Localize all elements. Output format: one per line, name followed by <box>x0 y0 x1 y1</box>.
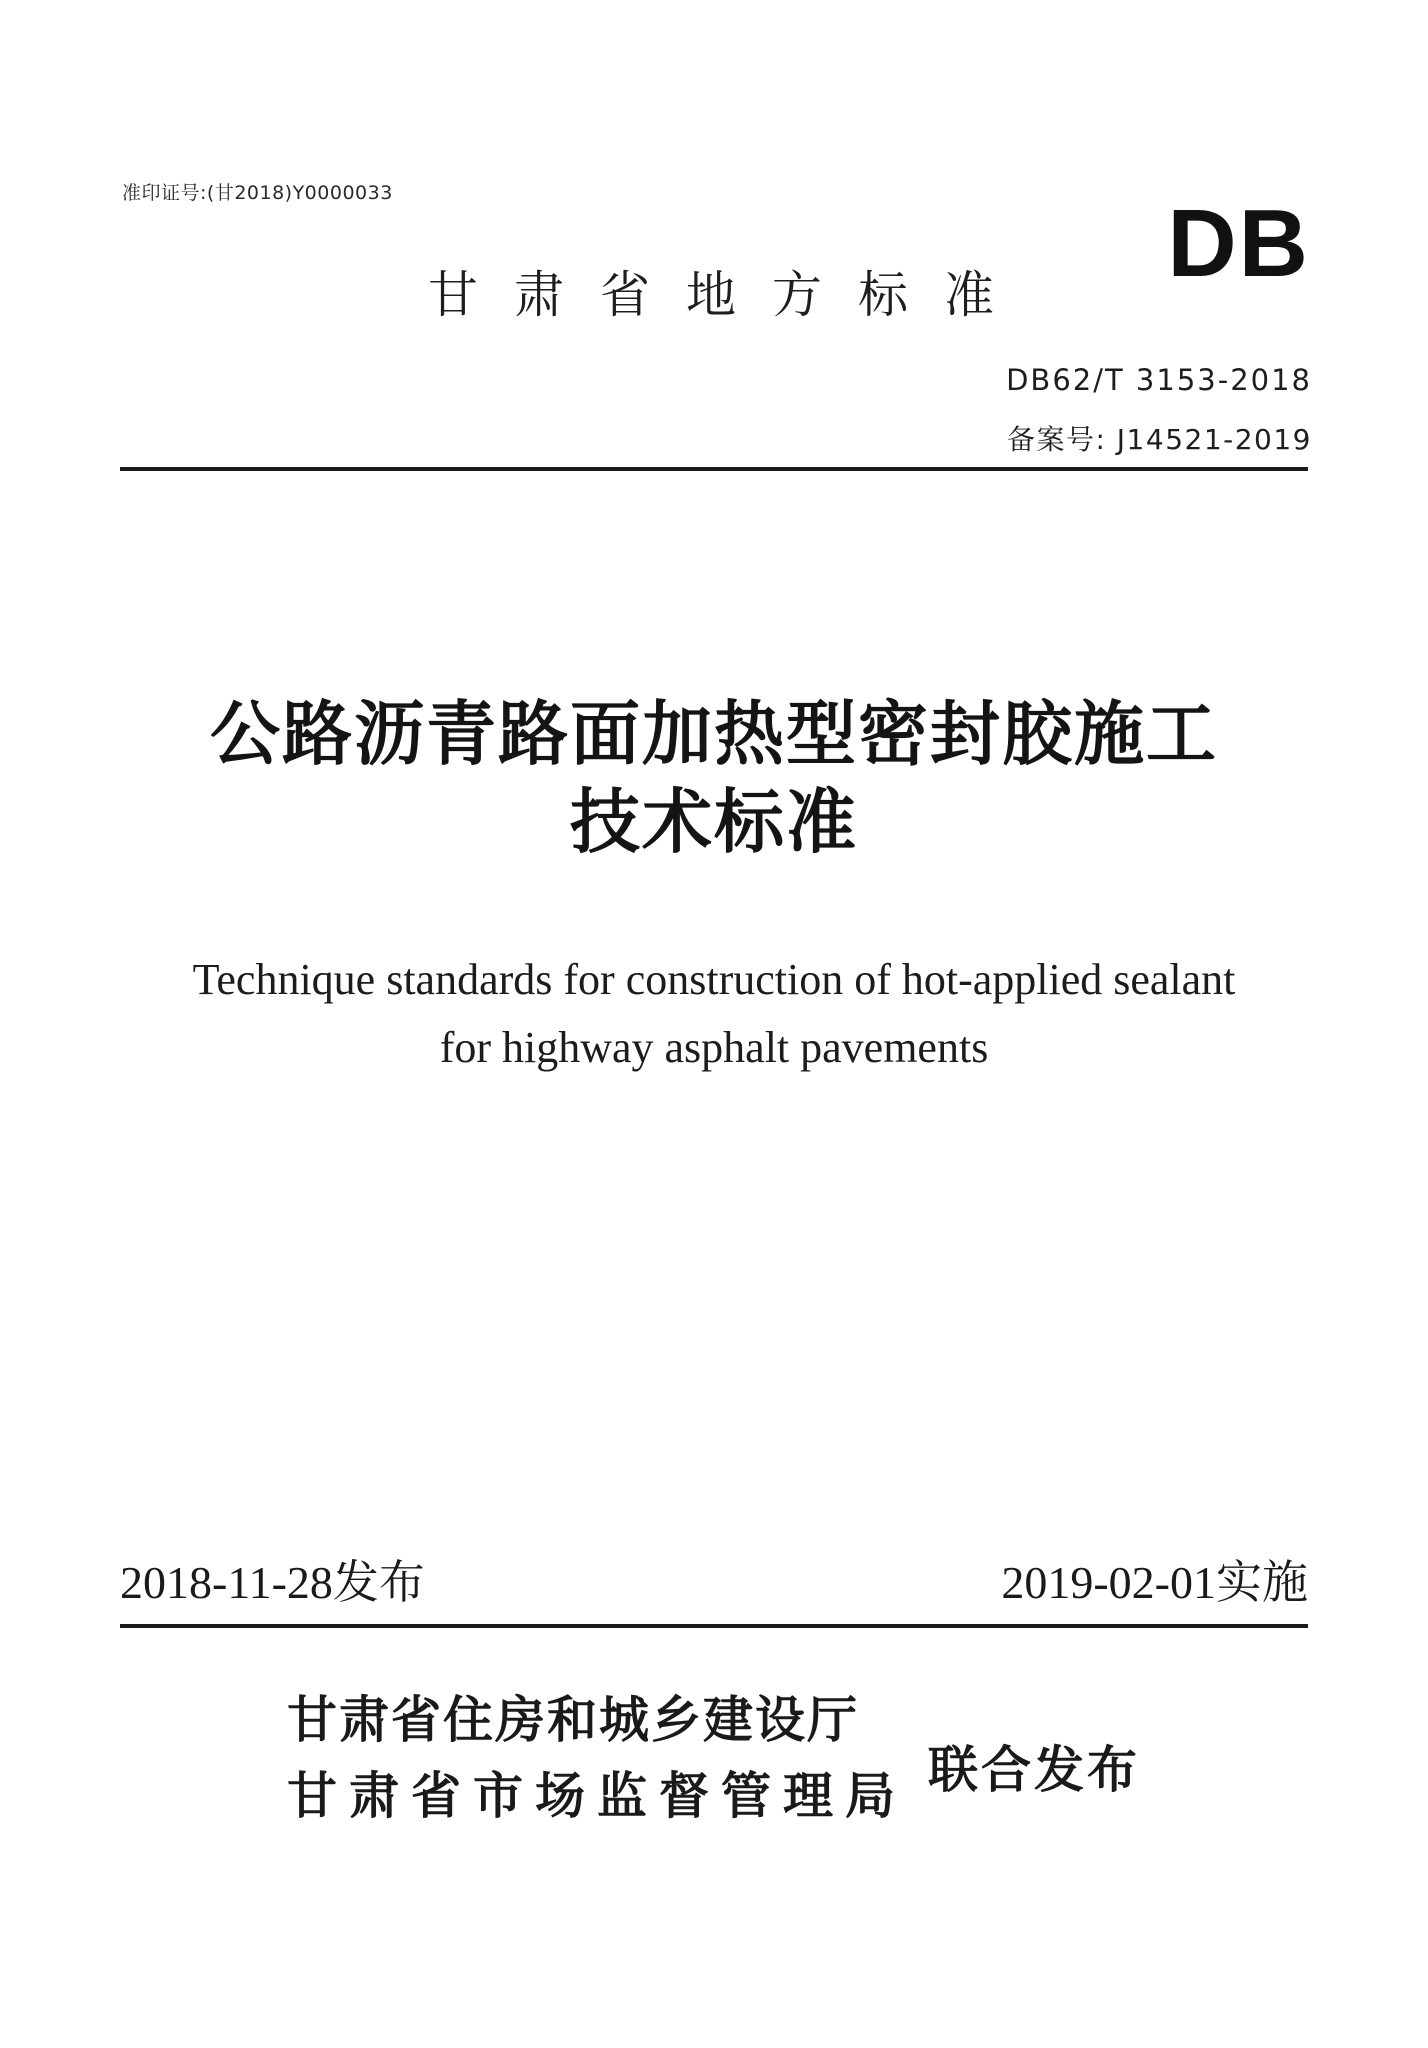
publisher-market-bureau: 甘肃省市场监督管理局 <box>287 1767 907 1825</box>
chinese-title-line-2: 技术标准 <box>570 780 858 863</box>
english-title-line-2: for highway asphalt pavements <box>439 1023 989 1072</box>
bottom-divider <box>120 1624 1308 1628</box>
issue-date: 2018-11-28发布 <box>120 1557 425 1608</box>
print-license-number: 准印证号:(甘2018)Y0000033 <box>122 182 393 204</box>
chinese-title-line-1: 公路沥青路面加热型密封胶施工 <box>210 692 1218 775</box>
standard-category: 甘肃省地方标准 <box>428 266 1030 324</box>
chinese-title <box>0 690 1428 866</box>
implementation-date: 2019-02-01实施 <box>1001 1557 1308 1608</box>
standard-number: DB62/T 3153-2018 <box>1006 363 1312 397</box>
publishers <box>287 1682 907 1834</box>
english-title-line-1: Technique standards for construction of hot-applied sealant <box>192 955 1236 1004</box>
publisher-housing-department: 甘肃省住房和城乡建设厅 <box>287 1691 859 1749</box>
top-divider <box>120 467 1308 471</box>
joint-release-label: 联合发布 <box>928 1741 1140 1799</box>
english-title <box>0 946 1428 1082</box>
record-number: 备案号: J14521-2019 <box>1006 423 1312 456</box>
db-standard-mark: DB <box>1167 190 1310 297</box>
